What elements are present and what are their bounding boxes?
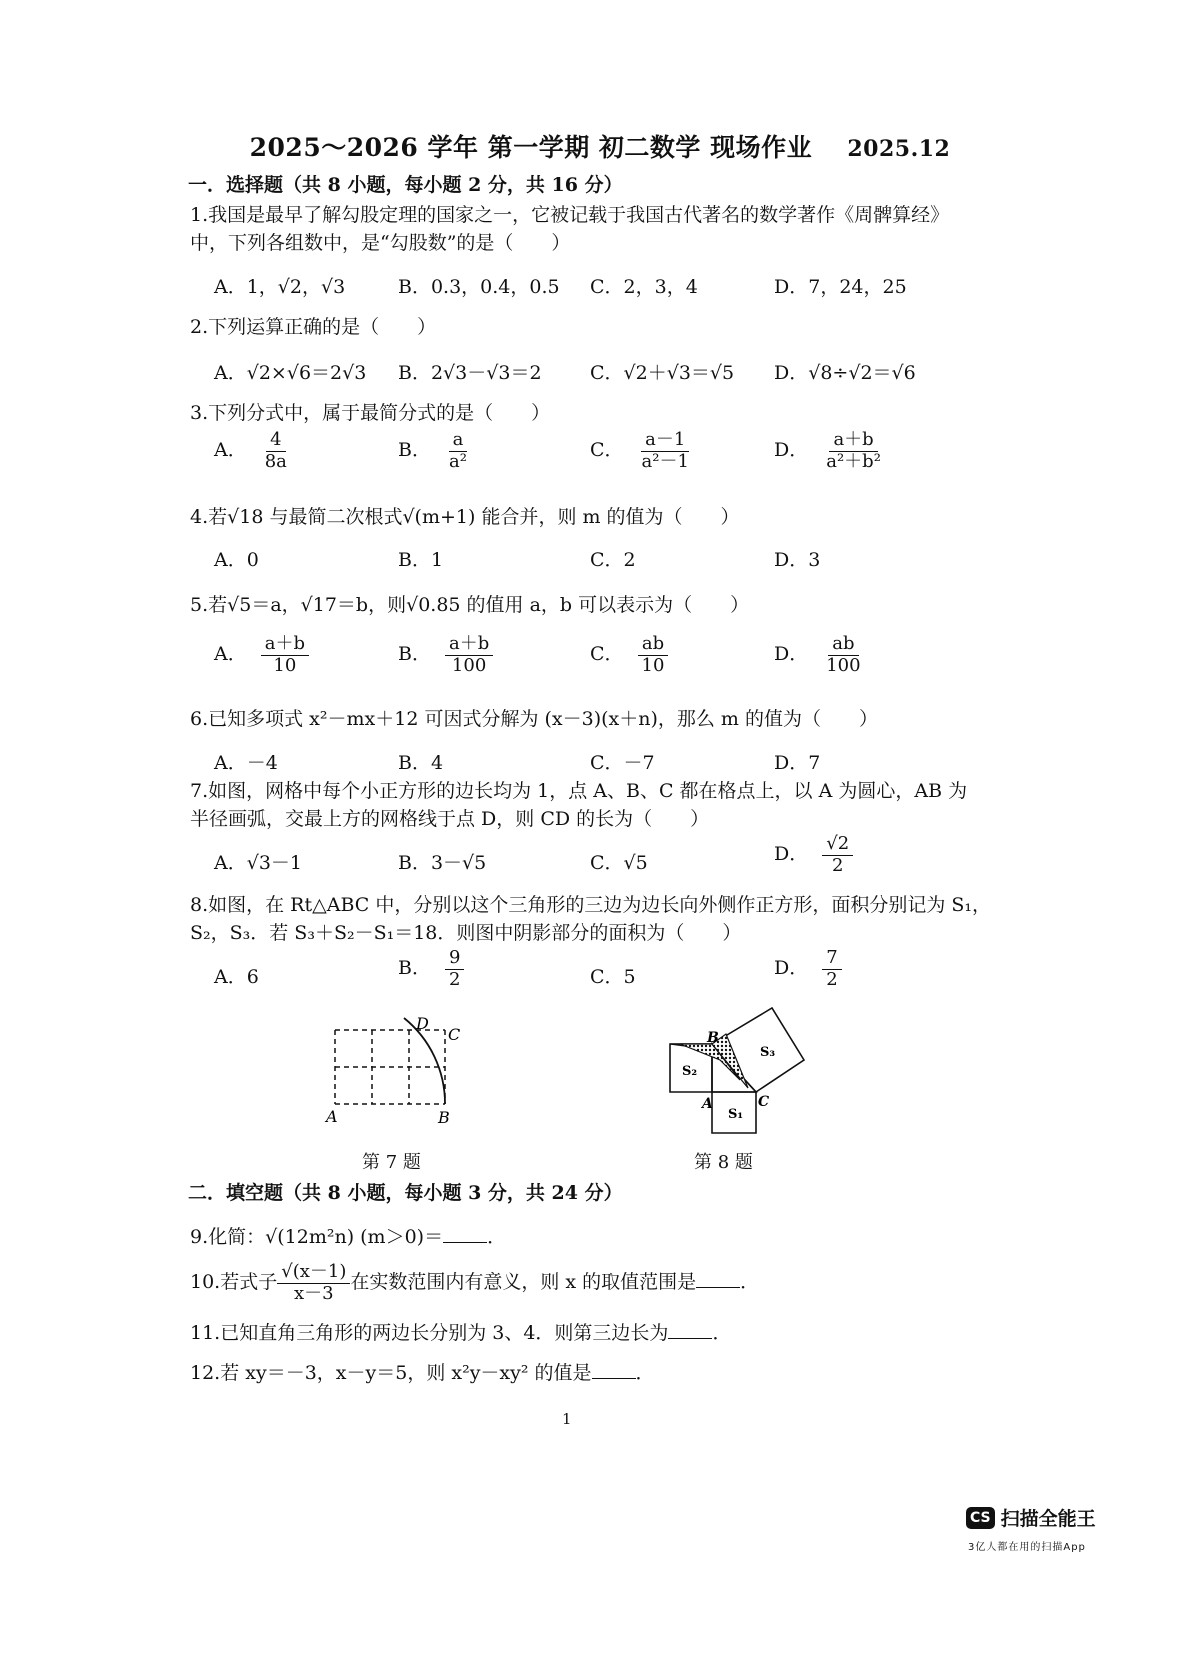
question-11 bbox=[190, 1318, 731, 1345]
denominator: 100 bbox=[826, 654, 861, 676]
denominator: 2 bbox=[826, 968, 838, 990]
answer-blank[interactable] bbox=[696, 1287, 740, 1288]
fraction bbox=[638, 430, 693, 472]
watermark-app-name: 扫描全能王 bbox=[1000, 1508, 1096, 1530]
question-5-stem: 5.若√5＝a，√17＝b，则√0.85 的值用 a，b 可以表示为（ ） bbox=[190, 594, 750, 616]
fraction bbox=[822, 634, 864, 676]
question-8-option-b[interactable] bbox=[398, 948, 464, 990]
question-5-option-a[interactable] bbox=[214, 634, 309, 676]
question-1-option-a[interactable]: A．1，√2，√3 bbox=[214, 276, 346, 298]
numerator: √2 bbox=[822, 834, 853, 856]
denominator: x－3 bbox=[293, 1282, 334, 1304]
question-6-stem: 6.已知多项式 x²－mx＋12 可因式分解为 (x－3)(x＋n)，那么 m 的值为（ ） bbox=[190, 708, 878, 730]
option-label: B． bbox=[398, 957, 431, 980]
question-9 bbox=[190, 1222, 506, 1249]
numerator: √(x－1) bbox=[277, 1262, 350, 1284]
fraction bbox=[638, 634, 669, 676]
denominator: 100 bbox=[451, 654, 487, 676]
fraction bbox=[822, 834, 853, 876]
figure-8-squares-diagram bbox=[660, 1000, 820, 1140]
option-label: A． bbox=[214, 643, 247, 666]
fraction bbox=[822, 430, 885, 472]
question-12 bbox=[190, 1358, 655, 1385]
answer-blank[interactable] bbox=[592, 1378, 636, 1379]
question-7-option-d[interactable] bbox=[774, 834, 853, 876]
question-8-stem-line2: S₂，S₃．若 S₃＋S₂－S₁＝18．则图中阴影部分的面积为（ ） bbox=[190, 922, 742, 944]
question-8-option-d[interactable] bbox=[774, 948, 842, 990]
question-1-option-b[interactable]: B．0.3，0.4，0.5 bbox=[398, 276, 560, 298]
question-4-option-c[interactable]: C．2 bbox=[590, 549, 636, 571]
question-1-stem-line2: 中，下列各组数中，是“勾股数”的是（ ） bbox=[190, 232, 571, 254]
option-label: D． bbox=[774, 957, 809, 980]
question-8-option-a[interactable]: A．6 bbox=[214, 966, 259, 988]
denominator: 2 bbox=[448, 968, 461, 990]
question-10-tail: ． bbox=[740, 1271, 760, 1294]
option-label: B． bbox=[398, 439, 431, 462]
numerator: a bbox=[449, 430, 468, 452]
option-label: C． bbox=[590, 643, 624, 666]
figure-8-caption: 第 8 题 bbox=[694, 1152, 753, 1173]
question-7-stem-line1: 7.如图，网格中每个小正方形的边长均为 1，点 A、B、C 都在格点上，以 A 为圆心，AB 为 bbox=[190, 780, 968, 802]
title-date: 2025.12 bbox=[847, 136, 951, 162]
question-8-stem-line1: 8.如图，在 Rt△ABC 中，分别以这个三角形的三边为边长向外侧作正方形，面积分别记为 S₁， bbox=[190, 894, 992, 916]
page-title bbox=[0, 128, 1200, 164]
denominator: a² bbox=[448, 450, 467, 472]
label-s3: S₃ bbox=[760, 1045, 776, 1060]
numerator: 4 bbox=[266, 430, 285, 452]
denominator: a²－1 bbox=[641, 450, 689, 472]
grid-lines bbox=[335, 1030, 445, 1104]
answer-blank[interactable] bbox=[668, 1338, 712, 1339]
denominator: 10 bbox=[641, 654, 665, 676]
question-3-option-a[interactable] bbox=[214, 430, 291, 472]
figure-7-caption: 第 7 题 bbox=[362, 1152, 421, 1173]
point-label-a: A bbox=[326, 1107, 338, 1126]
option-label: D． bbox=[774, 843, 809, 866]
question-6-option-a[interactable]: A．－4 bbox=[214, 752, 278, 774]
label-s2: S₂ bbox=[682, 1064, 698, 1079]
question-2-option-d[interactable]: D．√8÷√2＝√6 bbox=[774, 362, 916, 384]
question-6-option-c[interactable]: C．－7 bbox=[590, 752, 655, 774]
title-text: 2025～2026 学年 第一学期 初二数学 现场作业 bbox=[249, 133, 813, 162]
question-11-stem: 11.已知直角三角形的两边长分别为 3、4．则第三边长为 bbox=[190, 1322, 669, 1344]
question-2-option-b[interactable]: B．2√3－√3＝2 bbox=[398, 362, 542, 384]
question-12-tail: ． bbox=[635, 1362, 655, 1384]
fraction bbox=[261, 430, 291, 472]
option-label: D． bbox=[774, 439, 809, 462]
question-8-option-c[interactable]: C．5 bbox=[590, 966, 636, 988]
question-12-stem: 12.若 xy＝－3，x－y＝5，则 x²y－xy² 的值是 bbox=[190, 1362, 592, 1384]
fraction bbox=[822, 948, 841, 990]
numerator: ab bbox=[828, 634, 858, 656]
fraction bbox=[445, 948, 464, 990]
point-label-c: C bbox=[448, 1025, 461, 1044]
question-6-option-d[interactable]: D．7 bbox=[774, 752, 821, 774]
point-label-b: B bbox=[438, 1108, 450, 1127]
denominator: 2 bbox=[831, 854, 844, 876]
option-label: D． bbox=[774, 643, 809, 666]
fraction bbox=[445, 430, 471, 472]
question-1-stem-line1: 1.我国是最早了解勾股定理的国家之一，它被记载于我国古代著名的数学著作《周髀算经》 bbox=[190, 204, 950, 226]
numerator: 7 bbox=[822, 948, 841, 970]
question-3-option-b[interactable] bbox=[398, 430, 471, 472]
question-9-stem: 9.化简：√(12m²n) (m＞0)＝ bbox=[190, 1226, 444, 1248]
denominator: 8a bbox=[264, 450, 287, 472]
cs-logo-icon: CS bbox=[966, 1507, 995, 1529]
question-3-stem: 3.下列分式中，属于最简分式的是（ ） bbox=[190, 402, 551, 424]
point-label-b: B bbox=[707, 1030, 719, 1046]
denominator: a²＋b² bbox=[826, 450, 881, 472]
question-11-tail: ． bbox=[712, 1322, 732, 1344]
numerator: a＋b bbox=[829, 430, 877, 452]
question-4-stem: 4.若√18 与最简二次根式√(m+1) 能合并，则 m 的值为（ ） bbox=[190, 506, 740, 528]
question-4-option-d[interactable]: D．3 bbox=[774, 549, 821, 571]
point-label-a: A bbox=[702, 1096, 713, 1112]
question-7-option-a[interactable]: A．√3－1 bbox=[214, 852, 303, 874]
option-label: B． bbox=[398, 643, 431, 666]
question-1-option-c[interactable]: C．2，3，4 bbox=[590, 276, 698, 298]
fraction bbox=[261, 634, 309, 676]
question-1-option-d[interactable]: D．7，24，25 bbox=[774, 276, 907, 298]
point-label-c: C bbox=[758, 1094, 770, 1110]
question-2-stem: 2.下列运算正确的是（ ） bbox=[190, 316, 437, 338]
question-3-option-c[interactable] bbox=[590, 430, 693, 472]
question-2-option-a[interactable]: A．√2×√6＝2√3 bbox=[214, 362, 367, 384]
fraction bbox=[445, 634, 493, 676]
question-7-option-c[interactable]: C．√5 bbox=[590, 852, 648, 874]
question-4-option-a[interactable]: A．0 bbox=[214, 549, 259, 571]
numerator: 9 bbox=[445, 948, 464, 970]
question-9-tail: ． bbox=[487, 1226, 507, 1248]
option-label: A． bbox=[214, 439, 247, 462]
fraction bbox=[277, 1262, 350, 1304]
figure-7-grid-diagram bbox=[320, 1010, 470, 1130]
question-7-option-b[interactable]: B．3－√5 bbox=[398, 852, 487, 874]
scanner-watermark bbox=[966, 1504, 1096, 1531]
question-2-option-c[interactable]: C．√2＋√3＝√5 bbox=[590, 362, 735, 384]
section-heading-choice: 一．选择题（共 8 小题，每小题 2 分，共 16 分） bbox=[188, 174, 623, 196]
question-5-option-b[interactable] bbox=[398, 634, 493, 676]
section-heading-fill-in: 二．填空题（共 8 小题，每小题 3 分，共 24 分） bbox=[188, 1182, 623, 1204]
question-5-option-d[interactable] bbox=[774, 634, 865, 676]
page-number: 1 bbox=[562, 1410, 572, 1428]
question-10 bbox=[190, 1262, 759, 1304]
denominator: 10 bbox=[273, 654, 297, 676]
question-10-suffix: 在实数范围内有意义，则 x 的取值范围是 bbox=[350, 1271, 697, 1294]
question-7-stem-line2: 半径画弧，交最上方的网格线于点 D，则 CD 的长为（ ） bbox=[190, 808, 710, 830]
numerator: a＋b bbox=[261, 634, 309, 656]
question-4-option-b[interactable]: B．1 bbox=[398, 549, 444, 571]
question-3-option-d[interactable] bbox=[774, 430, 885, 472]
numerator: ab bbox=[638, 634, 668, 656]
question-10-prefix: 10.若式子 bbox=[190, 1271, 278, 1294]
numerator: a－1 bbox=[641, 430, 689, 452]
point-label-d: D bbox=[416, 1014, 429, 1033]
question-5-option-c[interactable] bbox=[590, 634, 668, 676]
answer-blank[interactable] bbox=[443, 1242, 487, 1243]
option-label: C． bbox=[590, 439, 624, 462]
watermark-slogan: 3亿人都在用的扫描App bbox=[968, 1542, 1086, 1553]
label-s1: S₁ bbox=[728, 1107, 744, 1122]
numerator: a＋b bbox=[445, 634, 493, 656]
question-6-option-b[interactable]: B．4 bbox=[398, 752, 444, 774]
